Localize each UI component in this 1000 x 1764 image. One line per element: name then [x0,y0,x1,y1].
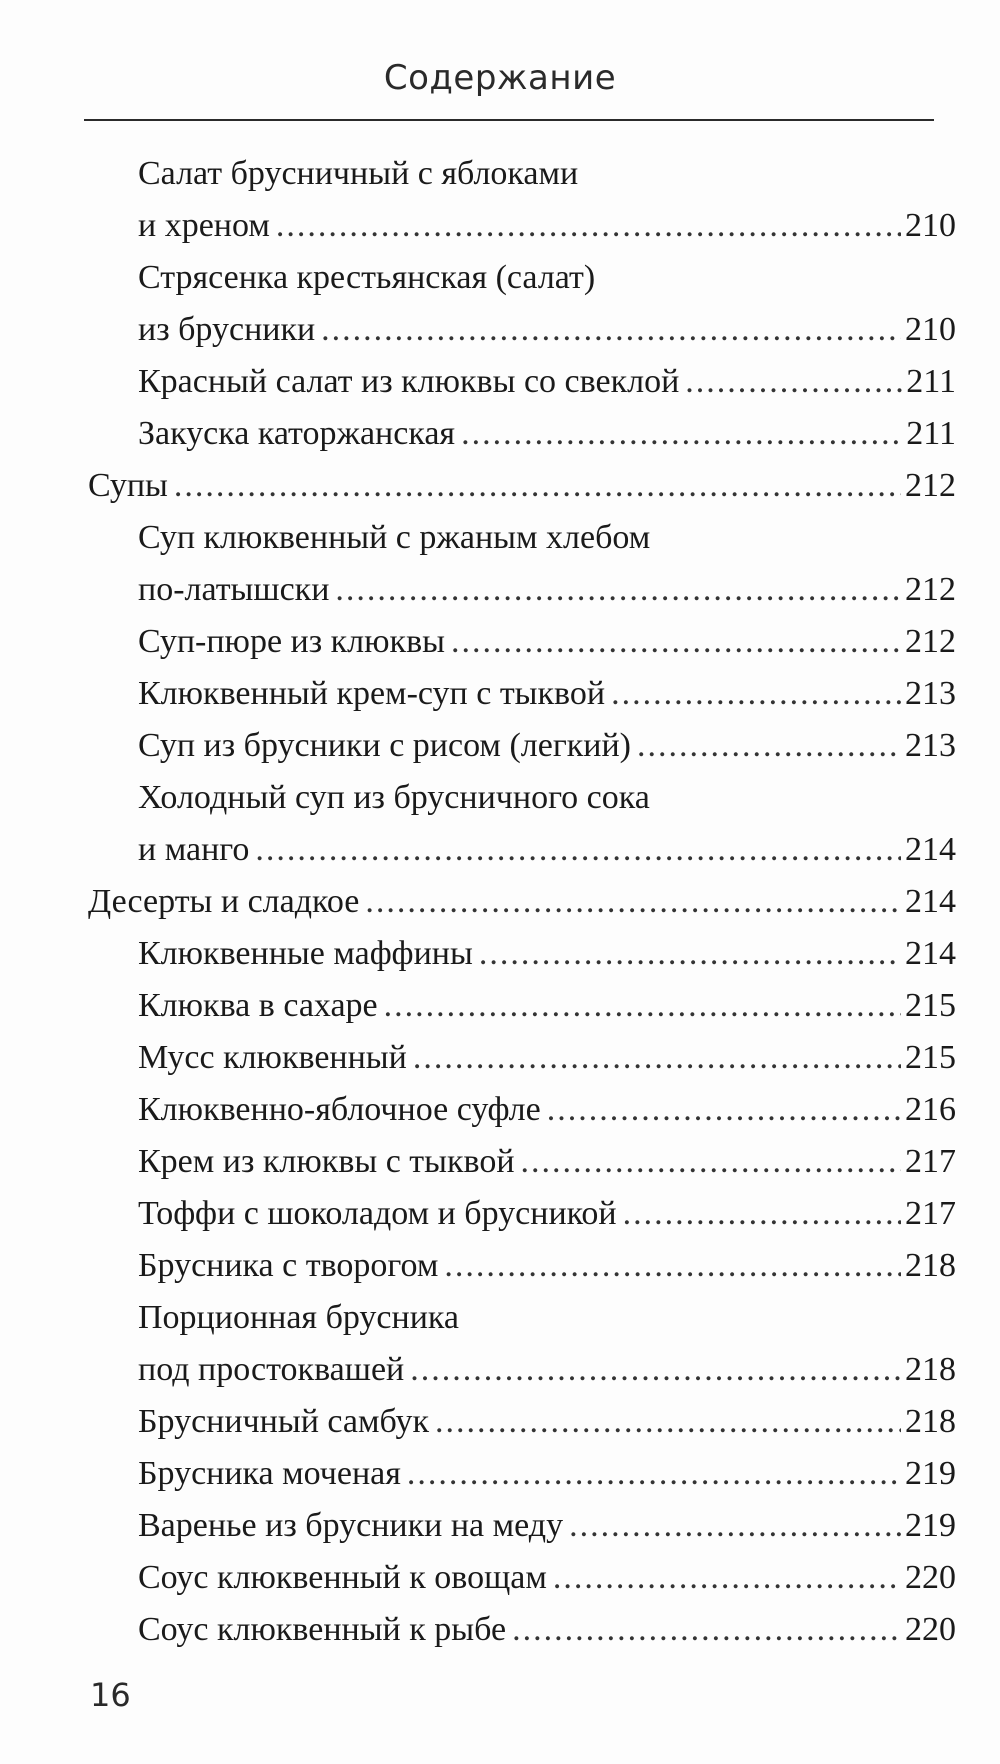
toc-entry-title: Брусника с творогом [138,1247,439,1284]
dot-leader [384,980,901,1032]
toc-entry-title: и хреном [138,207,270,244]
toc-entry-title: Мусс клюквенный [138,1039,407,1076]
toc-section-entry [88,876,956,928]
toc-entry [88,1396,956,1448]
toc-entry-page-number: 220 [905,1559,956,1596]
toc-entry [88,356,956,408]
dot-leader [547,1084,901,1136]
toc-entry-title-line: Порционная брусника [138,1299,459,1336]
toc-entry-title: Соус клюквенный к овощам [138,1559,547,1596]
toc-entry-title-line: Стрясенка крестьянская (салат) [138,259,596,296]
dot-leader [512,1604,901,1656]
toc-entry-title: Брусничный самбук [138,1403,430,1440]
toc-entry-title-line: Салат брусничный с яблоками [138,155,579,192]
dot-leader [410,1344,901,1396]
toc-entry-title: из брусники [138,311,316,348]
toc-entry-page-number: 217 [905,1143,956,1180]
dot-leader [451,616,901,668]
toc-entry-title: Тоффи с шоколадом и брусникой [138,1195,617,1232]
toc-entry-title: Клюквенно-яблочное суфле [138,1091,541,1128]
dot-leader [413,1032,901,1084]
toc-entry-row [138,1448,956,1500]
toc-entry-page-number: 215 [905,987,956,1024]
toc-entry [88,1448,956,1500]
toc-entry [88,668,956,720]
toc-entry-row [138,824,956,876]
dot-leader [365,876,901,928]
toc-entry-row [138,356,956,408]
toc-entry-title: Суп из брусники с рисом (легкий) [138,727,631,764]
toc-entry-title: Соус клюквенный к рыбе [138,1611,507,1648]
toc-entry-title: и манго [138,831,250,868]
toc-entry-title-line: Холодный суп из брусничного сока [138,779,650,816]
toc-entry-title: по-латышски [138,571,330,608]
toc-entry-title: под простоквашей [138,1351,405,1388]
dot-leader [461,408,902,460]
toc-entry [88,1084,956,1136]
toc-entry-page-number: 211 [906,415,956,452]
toc-entry [88,1500,956,1552]
toc-entry-row [138,1032,956,1084]
toc-entry-title: Закуска каторжанская [138,415,456,452]
dot-leader [479,928,901,980]
toc-entry-row [138,1188,956,1240]
toc-entry-title: Клюквенный крем-суп с тыквой [138,675,606,712]
toc-entry [88,1188,956,1240]
toc-entry-page-number: 212 [905,571,956,608]
toc-entry [88,1292,956,1396]
dot-leader [276,200,901,252]
toc-entry [88,1552,956,1604]
toc-entry-row [138,616,956,668]
dot-leader [553,1552,901,1604]
toc-entry-title: Десерты и сладкое [88,883,360,920]
toc-entry-page-number: 212 [905,467,956,504]
dot-leader [444,1240,901,1292]
dot-leader [255,824,901,876]
toc-entry-page-number: 212 [905,623,956,660]
toc-entry-page-number: 213 [905,675,956,712]
toc-entry-row [138,1552,956,1604]
dot-leader [637,720,901,772]
header-rule [84,119,934,121]
dot-leader [685,356,902,408]
dot-leader [174,460,901,512]
toc-entry [88,148,956,252]
toc-entry [88,512,956,616]
toc-entry-title: Суп-пюре из клюквы [138,623,445,660]
toc-entry-page-number: 218 [905,1351,956,1388]
dot-leader [321,304,901,356]
toc-entry-page-number: 219 [905,1507,956,1544]
toc-entry-page-number: 218 [905,1403,956,1440]
toc-entry-title: Красный салат из клюквы со свеклой [138,363,680,400]
table-of-contents [88,148,956,1656]
toc-entry-page-number: 219 [905,1455,956,1492]
toc-entry [88,1136,956,1188]
toc-entry-row [138,1604,956,1656]
toc-entry-row [88,876,956,928]
toc-entry-page-number: 214 [905,935,956,972]
page-number: 16 [90,1676,131,1714]
toc-entry-page-number: 217 [905,1195,956,1232]
toc-entry-title-line: Суп клюквенный с ржаным хлебом [138,519,651,556]
toc-entry [88,616,956,668]
toc-entry-title: Брусника моченая [138,1455,401,1492]
toc-entry-row [138,1084,956,1136]
toc-entry [88,720,956,772]
toc-entry-row [138,1136,956,1188]
dot-leader [335,564,901,616]
toc-entry-page-number: 218 [905,1247,956,1284]
toc-entry-row [138,564,956,616]
toc-entry-page-number: 210 [905,311,956,348]
toc-entry [88,252,956,356]
toc-entry [88,928,956,980]
dot-leader [611,668,901,720]
toc-entry [88,1032,956,1084]
toc-entry-page-number: 220 [905,1611,956,1648]
dot-leader [623,1188,901,1240]
toc-entry-row [138,668,956,720]
toc-entry-title: Супы [88,467,168,504]
dot-leader [569,1500,901,1552]
dot-leader [521,1136,901,1188]
toc-section-entry [88,460,956,512]
running-header-title: Содержание [383,58,617,98]
toc-entry-page-number: 210 [905,207,956,244]
toc-entry-title: Варенье из брусники на меду [138,1507,564,1544]
toc-entry [88,408,956,460]
toc-entry-title: Клюква в сахаре [138,987,378,1024]
toc-entry-row [138,1344,956,1396]
toc-entry-page-number: 211 [906,363,956,400]
toc-entry-row [138,720,956,772]
dot-leader [407,1448,901,1500]
toc-entry-page-number: 216 [905,1091,956,1128]
toc-entry-page-number: 213 [905,727,956,764]
toc-entry-row [138,1500,956,1552]
toc-entry-row [138,408,956,460]
dot-leader [435,1396,901,1448]
toc-entry-row [138,980,956,1032]
toc-entry-title: Клюквенные маффины [138,935,473,972]
toc-entry-row [138,928,956,980]
toc-entry [88,980,956,1032]
toc-entry [88,1604,956,1656]
toc-entry-row [88,460,956,512]
toc-entry-row [138,1396,956,1448]
toc-entry-row [138,304,956,356]
toc-entry [88,1240,956,1292]
toc-entry-title: Крем из клюквы с тыквой [138,1143,515,1180]
toc-entry-row [138,1240,956,1292]
toc-entry-row [138,200,956,252]
toc-entry-page-number: 215 [905,1039,956,1076]
toc-entry [88,772,956,876]
toc-entry-page-number: 214 [905,883,956,920]
toc-entry-page-number: 214 [905,831,956,868]
